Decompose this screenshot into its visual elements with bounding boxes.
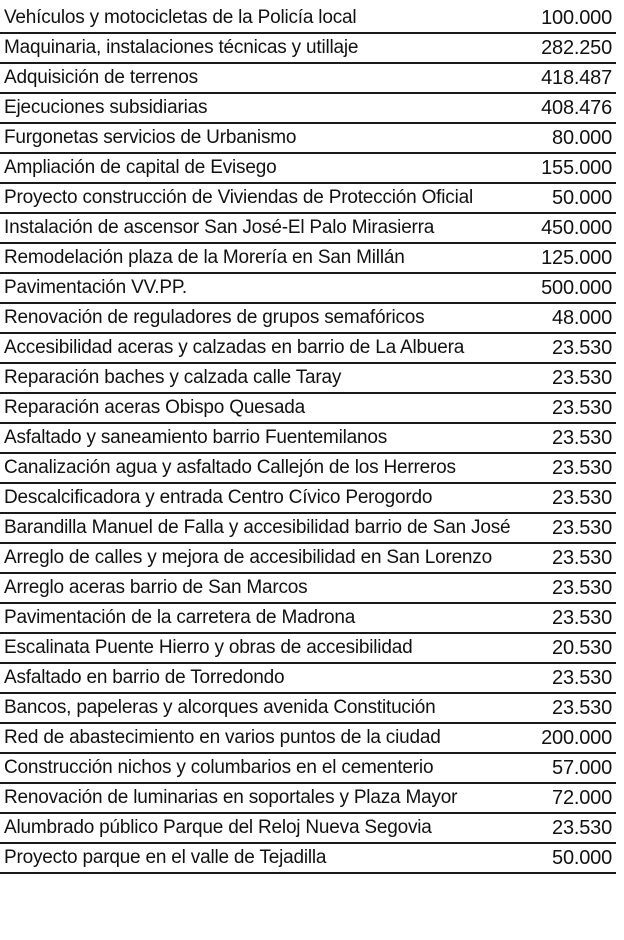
row-concept: Asfaltado y saneamiento barrio Fuentemilanos bbox=[4, 427, 388, 448]
table-row bbox=[0, 604, 616, 634]
table-row bbox=[0, 394, 616, 424]
row-amount: 23.530 bbox=[552, 546, 612, 569]
row-amount: 23.530 bbox=[552, 486, 612, 509]
row-concept: Construcción nichos y columbarios en el cementerio bbox=[4, 757, 434, 778]
row-amount: 500.000 bbox=[541, 276, 612, 299]
row-amount: 418.487 bbox=[541, 66, 612, 89]
table-row bbox=[0, 844, 616, 874]
row-amount: 23.530 bbox=[552, 366, 612, 389]
row-concept: Canalización agua y asfaltado Callejón de los Herreros bbox=[4, 457, 456, 478]
row-concept: Proyecto parque en el valle de Tejadilla bbox=[4, 847, 327, 868]
table-row bbox=[0, 334, 616, 364]
table-row bbox=[0, 694, 616, 724]
table-row bbox=[0, 784, 616, 814]
row-amount: 23.530 bbox=[552, 516, 612, 539]
table-row bbox=[0, 154, 616, 184]
row-amount: 23.530 bbox=[552, 456, 612, 479]
table-row bbox=[0, 184, 616, 214]
row-concept: Descalcificadora y entrada Centro Cívico Perogordo bbox=[4, 487, 433, 508]
row-concept: Arreglo de calles y mejora de accesibilidad en San Lorenzo bbox=[4, 547, 492, 568]
table-row bbox=[0, 94, 616, 124]
row-amount: 48.000 bbox=[552, 306, 612, 329]
row-concept: Maquinaria, instalaciones técnicas y utillaje bbox=[4, 37, 359, 58]
row-amount: 23.530 bbox=[552, 396, 612, 419]
row-amount: 200.000 bbox=[541, 726, 612, 749]
row-amount: 23.530 bbox=[552, 696, 612, 719]
table-row bbox=[0, 454, 616, 484]
row-amount: 100.000 bbox=[541, 6, 612, 29]
row-amount: 282.250 bbox=[541, 36, 612, 59]
row-concept: Asfaltado en barrio de Torredondo bbox=[4, 667, 285, 688]
row-concept: Renovación de reguladores de grupos semafóricos bbox=[4, 307, 425, 328]
table-row bbox=[0, 484, 616, 514]
row-concept: Reparación baches y calzada calle Taray bbox=[4, 367, 342, 388]
row-concept: Proyecto construcción de Viviendas de Protección Oficial bbox=[4, 187, 473, 208]
table-row bbox=[0, 124, 616, 154]
row-concept: Pavimentación VV.PP. bbox=[4, 277, 187, 298]
table-row bbox=[0, 424, 616, 454]
table-row bbox=[0, 724, 616, 754]
table-row bbox=[0, 244, 616, 274]
table-row bbox=[0, 634, 616, 664]
row-concept: Pavimentación de la carretera de Madrona bbox=[4, 607, 356, 628]
row-amount: 23.530 bbox=[552, 816, 612, 839]
row-amount: 72.000 bbox=[552, 786, 612, 809]
row-concept: Barandilla Manuel de Falla y accesibilidad barrio de San José bbox=[4, 517, 511, 538]
row-amount: 23.530 bbox=[552, 336, 612, 359]
row-concept: Alumbrado público Parque del Reloj Nueva Segovia bbox=[4, 817, 432, 838]
table-row bbox=[0, 4, 616, 34]
table-row bbox=[0, 64, 616, 94]
row-concept: Escalinata Puente Hierro y obras de accesibilidad bbox=[4, 637, 413, 658]
table-row bbox=[0, 34, 616, 64]
row-concept: Ejecuciones subsidiarias bbox=[4, 97, 208, 118]
table-row bbox=[0, 664, 616, 694]
table-row bbox=[0, 364, 616, 394]
row-concept: Adquisición de terrenos bbox=[4, 67, 198, 88]
row-concept: Furgonetas servicios de Urbanismo bbox=[4, 127, 297, 148]
row-amount: 20.530 bbox=[552, 636, 612, 659]
row-concept: Remodelación plaza de la Morería en San Millán bbox=[4, 247, 405, 268]
row-concept: Instalación de ascensor San José-El Palo Mirasierra bbox=[4, 217, 435, 238]
table-row bbox=[0, 514, 616, 544]
row-concept: Ampliación de capital de Evisego bbox=[4, 157, 277, 178]
row-concept: Bancos, papeleras y alcorques avenida Constitución bbox=[4, 697, 436, 718]
row-amount: 23.530 bbox=[552, 666, 612, 689]
investment-table bbox=[0, 4, 616, 874]
table-row bbox=[0, 754, 616, 784]
table-row bbox=[0, 574, 616, 604]
row-concept: Arreglo aceras barrio de San Marcos bbox=[4, 577, 308, 598]
row-amount: 23.530 bbox=[552, 426, 612, 449]
table-row bbox=[0, 214, 616, 244]
row-amount: 23.530 bbox=[552, 606, 612, 629]
row-concept: Renovación de luminarias en soportales y Plaza Mayor bbox=[4, 787, 458, 808]
row-amount: 80.000 bbox=[552, 126, 612, 149]
row-amount: 408.476 bbox=[541, 96, 612, 119]
row-amount: 50.000 bbox=[552, 846, 612, 869]
row-concept: Vehículos y motocicletas de la Policía local bbox=[4, 7, 357, 28]
table-row bbox=[0, 274, 616, 304]
row-amount: 125.000 bbox=[541, 246, 612, 269]
row-amount: 155.000 bbox=[541, 156, 612, 179]
row-amount: 450.000 bbox=[541, 216, 612, 239]
row-amount: 50.000 bbox=[552, 186, 612, 209]
table-row bbox=[0, 304, 616, 334]
table-row bbox=[0, 544, 616, 574]
table-row bbox=[0, 814, 616, 844]
row-concept: Accesibilidad aceras y calzadas en barrio de La Albuera bbox=[4, 337, 465, 358]
row-concept: Red de abastecimiento en varios puntos de la ciudad bbox=[4, 727, 441, 748]
row-concept: Reparación aceras Obispo Quesada bbox=[4, 397, 305, 418]
row-amount: 23.530 bbox=[552, 576, 612, 599]
row-amount: 57.000 bbox=[552, 756, 612, 779]
